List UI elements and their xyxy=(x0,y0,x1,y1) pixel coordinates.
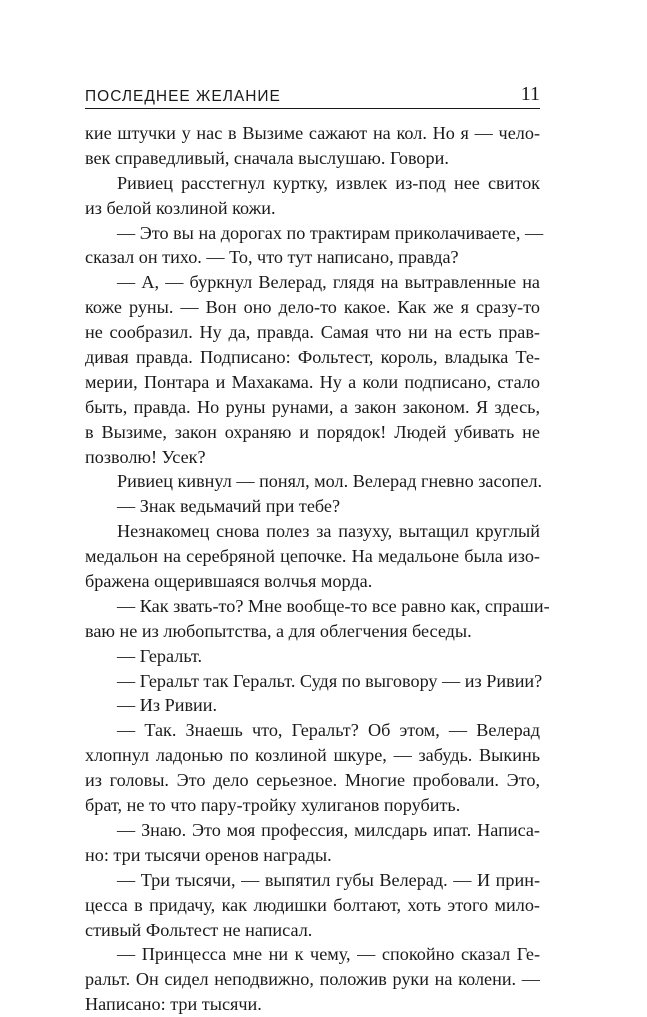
text-line: — Знаю. Это моя профессия, милсдарь ипат. Написа- xyxy=(117,819,540,840)
text-line: — Из Ривии. xyxy=(117,695,218,716)
running-header xyxy=(85,80,540,104)
text-line: — А, — буркнул Велерад, глядя на вытравленные на xyxy=(117,272,540,293)
text-line: — Знак ведьмачий при тебе? xyxy=(117,496,341,517)
page-number: 11 xyxy=(520,83,540,105)
text-line: из головы. Это дело серьезное. Многие пробовали. Это, xyxy=(85,770,540,791)
text-line: — Принцесса мне ни к чему, — спокойно сказал Ге- xyxy=(117,944,540,965)
text-line: но: три тысячи оренов награды. xyxy=(85,844,332,865)
text-line: — Как звать-то? Мне вообще-то все равно как, спраши- xyxy=(117,595,550,616)
text-line: брат, не то что пару-тройку хулиганов порубить. xyxy=(85,795,461,816)
text-line: не сообразил. Ну да, правда. Самая что ни на есть прав- xyxy=(85,322,540,343)
text-line: — Это вы на дорогах по трактирам приколачиваете, — xyxy=(117,222,544,243)
text-line: быть, правда. Но руны рунами, а закон законом. Я здесь, xyxy=(85,396,540,417)
text-line: бражена ощерившаяся волчья морда. xyxy=(85,571,373,592)
text-line: сказал он тихо. — То, что тут написано, правда? xyxy=(85,247,459,268)
text-line: хлопнул ладонью по козлиной шкуре, — забудь. Выкинь xyxy=(85,745,540,766)
text-line: медальон на серебряной цепочке. На медальоне была изо- xyxy=(85,546,540,567)
text-line: Ривиец кивнул — понял, мол. Велерад гневно засопел. xyxy=(117,471,543,492)
text-line: ральт. Он сидел неподвижно, положив руки на колени. — xyxy=(85,969,540,990)
text-line: позволю! Усек? xyxy=(85,446,206,467)
text-line: — Так. Знаешь что, Геральт? Об этом, — Велерад xyxy=(117,720,540,741)
text-line: — Геральт. xyxy=(117,645,203,666)
text-line: в Вызиме, закон охраняю и порядок! Людей убивать не xyxy=(85,421,540,442)
text-line: Незнакомец снова полез за пазуху, вытащил круглый xyxy=(117,521,540,542)
text-line: — Три тысячи, — выпятил губы Велерад. — И прин- xyxy=(117,869,540,890)
text-line: ваю не из любопытства, а для облегчения беседы. xyxy=(85,620,472,641)
text-line: — Геральт так Геральт. Судя по выговору — из Ривии? xyxy=(117,670,543,691)
header-rule xyxy=(85,108,540,109)
book-title: ПОСЛЕДНЕЕ ЖЕЛАНИЕ xyxy=(85,87,281,105)
text-line: Ривиец расстегнул куртку, извлек из-под нее свиток xyxy=(117,172,540,193)
text-line: мерии, Понтара и Махакама. Ну а коли подписано, стало xyxy=(85,371,540,392)
text-line: из белой козлиной кожи. xyxy=(85,197,276,218)
text-line: дивая правда. Подписано: Фольтест, король, владыка Те- xyxy=(85,347,540,368)
body-text xyxy=(85,121,550,1017)
text-line: век справедливый, сначала выслушаю. Говори. xyxy=(85,147,449,168)
text-line: кие штучки у нас в Вызиме сажают на кол. Но я — чело- xyxy=(85,123,540,143)
text-line: цесса в придачу, как людишки болтают, хоть этого мило- xyxy=(85,894,540,915)
text-line: коже руны. — Вон оно дело-то какое. Как же я сразу-то xyxy=(85,297,540,318)
text-line: стивый Фольтест не написал. xyxy=(85,919,313,940)
text-line: Написано: три тысячи. xyxy=(85,994,262,1015)
